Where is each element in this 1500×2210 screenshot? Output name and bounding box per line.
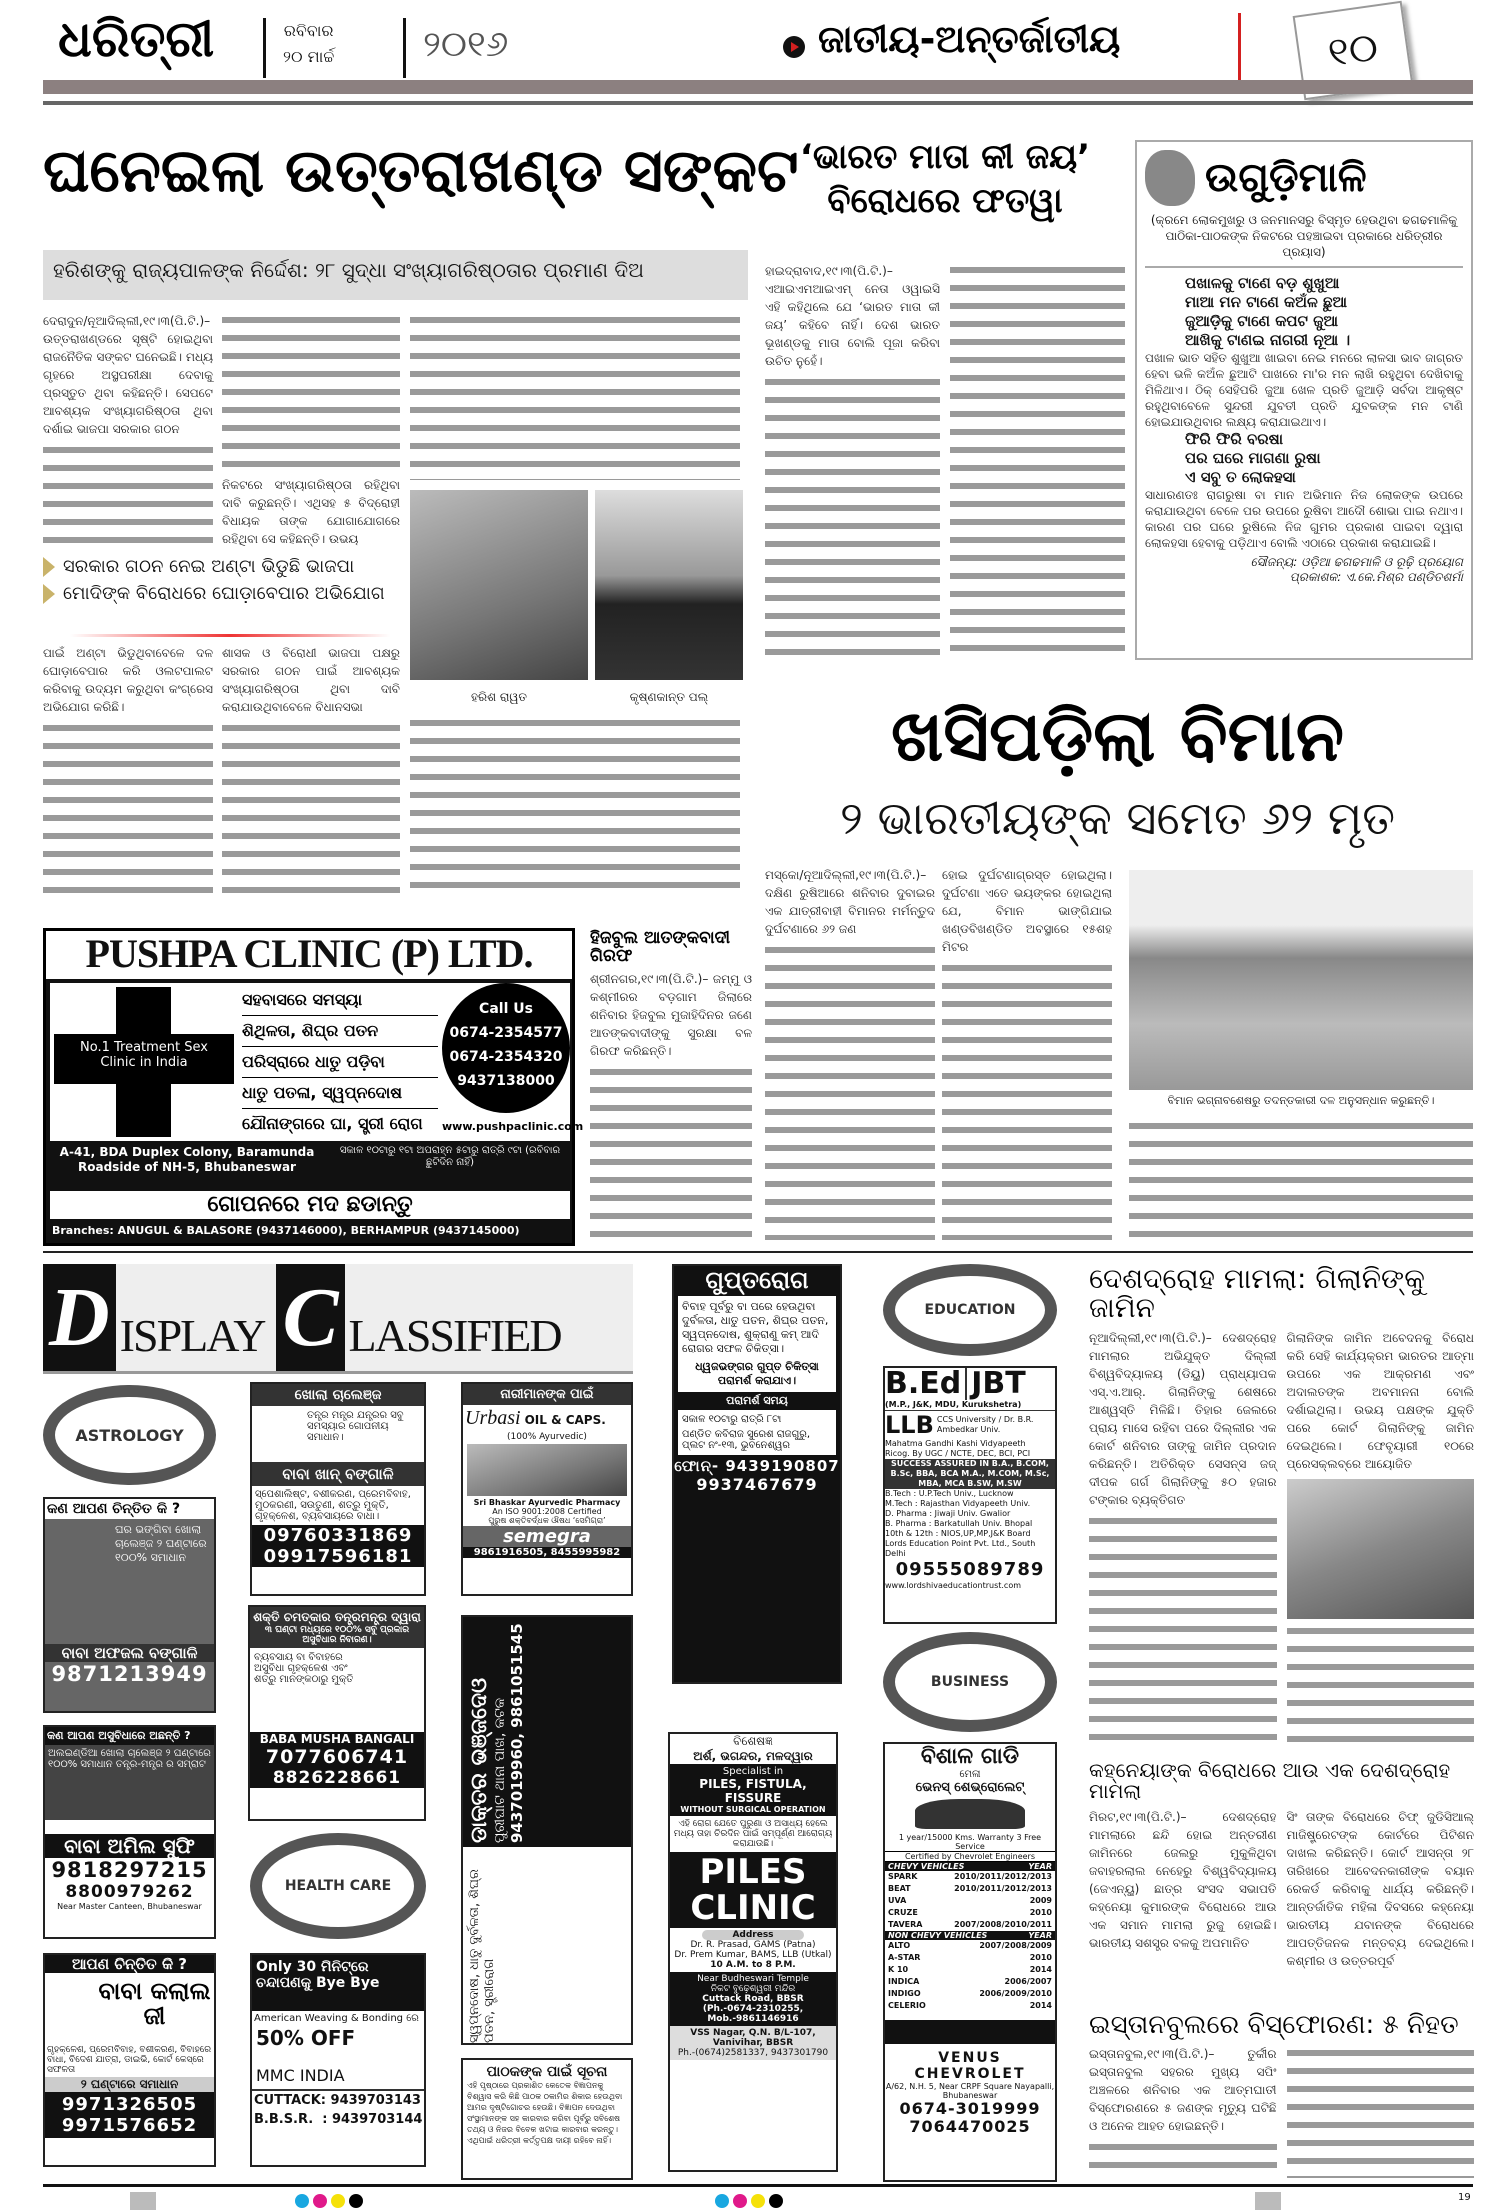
phone-number: Ph.-(0674)2581337, 9437301790 xyxy=(677,2048,829,2058)
photo-harish-rawat xyxy=(410,490,588,680)
vehicle-model: BEAT xyxy=(888,1884,911,1893)
sedition-body-col1 xyxy=(1089,1329,1277,1752)
ad-brand: MMC INDIA xyxy=(252,2050,424,2091)
ad-baba-musha-bangali xyxy=(248,1605,426,1821)
ad-name: ବାବା ଖାନ୍ ବଙ୍ଗାଳି xyxy=(252,1462,424,1486)
ugudumali-box xyxy=(1135,140,1473,660)
triangle-icon xyxy=(43,557,55,577)
lead-body-text: ନିକଟରେ ସଂଖ୍ୟାଗରିଷ୍ଠତା ରହିଥିବା ଦାବି କରୁଛନ୍ତି। ଏଥିସହ ୫ ବିଦ୍ରୋହୀ ବିଧାୟକ ତାଙ୍କ ଯୋଗାଯୋଗରେ ରହିଥିବା ସେ କହିଛନ୍ତି। ଉଭୟ xyxy=(222,478,400,546)
newspaper-logo: ଧରିତ୍ରୀ xyxy=(58,10,215,68)
phone-number: 9818297215 xyxy=(51,1858,208,1882)
istanbul-body xyxy=(1089,2045,1277,2178)
ad-name: ବାବା ଅମିଲ ସୁଫି xyxy=(45,1834,214,1858)
ad-subtitle: ମେଳା xyxy=(959,1769,981,1780)
brand-logo: semegra xyxy=(463,1526,631,1547)
chevrolet-logo-strip xyxy=(885,2020,1055,2044)
ad-photo xyxy=(467,1444,627,1496)
text-lines xyxy=(590,1064,752,1240)
vehicle-years: 2014 xyxy=(1029,2001,1052,2010)
ad-title xyxy=(250,1607,424,1648)
vehicle-years: 2014 xyxy=(1029,1965,1052,1974)
ad-text: ଗୃହକ୍ଳେଶ, ପ୍ରେମବିବାହ, ବଶୀକରଣ, ବିବାହରେ ବାଧା, ବିଦେଶ ଯାତ୍ରା, ଡାଇଭି, କୋର୍ଟ କେସ୍‌ରେ ସଫଳତା xyxy=(47,2045,212,2075)
kanhaiya-body-text: ସିଂ ତାଙ୍କ ବିରୋଧରେ ଚିଫ୍ ଜୁଡିସିଆଲ୍ ମାଜିଷ୍ଟ୍ରେଟଙ୍କ କୋର୍ଟରେ ପିଟିଶନ ଦାଖଲ କରିଛନ୍ତି। କୋର୍ଟ ଆସନ୍ତା ୨୮ ତାରିଖରେ ଆବେଦନକାରୀଙ୍କ ବୟାନ ରେକର୍ଡ କରିବାକୁ ଧାର୍ଯ୍ୟ କରିଛନ୍ତି। ଆନ୍ତର୍ଜାତିକ ମହିଳା ଦିବସରେ କହ୍ନେୟା ଭାରତୀୟ ଯବାନଙ୍କ ବିରୋଧରେ ଆପତ୍ତିଜନକ ମନ୍ତବ୍ୟ ଦେଇଥିଲେ। କଶ୍ମୀର ଓ ଉତ୍ତରପୂର୍ବ xyxy=(1286,1810,1474,1968)
verse-line: ଆଖିକୁ ଟାଣଇ ନାଗରୀ ନୂଆ । xyxy=(1185,331,1351,349)
business-logo xyxy=(883,1632,1057,1732)
ad-line: ସହବାସରେ ସମସ୍ୟା xyxy=(242,985,438,1016)
vehicle-row xyxy=(885,1919,1055,1931)
vehicle-row xyxy=(885,1895,1055,1907)
ad-text: ସ୍ୱପ୍ନଦୋଷ, ଧାତୁ ଦୁର୍ବଳତା, ଶିଘ୍ର ପତନ, ସ୍ତ୍ରୀରୋଗ xyxy=(467,1869,497,2043)
ad-subtitle: ୩ ଘଣ୍ଟା ମଧ୍ୟରେ ୧୦୦% ସବୁ ପ୍ରକାର ଅସୁବିଧାର ନିବାରଣ। xyxy=(264,1625,410,1645)
ad-text: (M.P., J&K, MDU, Kurukshetra) xyxy=(885,1400,1055,1411)
phone-number: 7077606741 xyxy=(265,1746,409,1768)
lead-body-col2 xyxy=(222,312,400,548)
vehicle-years: 2010 xyxy=(1029,1953,1052,1962)
banner-c: C xyxy=(276,1264,344,1371)
website[interactable]: www.lordshivaeducationtrust.com xyxy=(885,1581,1022,1590)
sedition-story xyxy=(1089,1264,1474,1752)
verse xyxy=(1145,274,1463,350)
kanhaiya-body-col2 xyxy=(1287,1808,1475,2006)
table-header: CHEVY VEHICLES xyxy=(888,1862,965,1871)
ad-baba-kalal-ji xyxy=(43,1953,216,2167)
clinic-branches: Branches: ANUGUL & BALASORE (9437146000), BERHAMPUR (9437145000) xyxy=(52,1224,520,1237)
lead-body-col1 xyxy=(43,312,213,548)
bullet-text: ମୋଦିଙ୍କ ବିରୋଧରେ ଘୋଡ଼ାବେପାର ଅଭିଯୋଗ xyxy=(63,583,385,604)
ad-time: ସକାଳ ୧୦ଟାରୁ ରାତ୍ରି ୮ଟା xyxy=(682,1414,782,1425)
fatwa-body-text: ହାଇଦ୍ରାବାଦ,୧୯।୩(ପି.ଟି.)– ଏଆଇଏମଆଇଏମ୍ ନେତା ଓୱାଇସି ଏହି କହିଥିଲେ ଯେ ‘ଭାରତ ମାତା କୀ ଜୟ’ କହିବେ ନାହିଁ। ଦେଶ ଭାରତ ଭୂଖଣ୍ଡକୁ ମାତା ବୋଲି ପୂଜା କରିବା ଉଚିତ ନୁହେଁ। xyxy=(765,264,940,368)
phone-number: 9971576652 xyxy=(61,2115,198,2136)
notice-title: ପାଠକଙ୍କ ପାଇଁ ସୂଚନା xyxy=(486,2064,608,2080)
bullet-point xyxy=(43,556,401,577)
call-us-label: Call Us xyxy=(479,1001,533,1017)
ad-text: Specialist in xyxy=(722,1766,784,1777)
notice-text: ଏହି ପୃଷ୍ଠାରେ ପ୍ରକାଶିତ କେତେକ ବିଜ୍ଞାପନକୁ ବିଶ୍ୱାସ କରି କିଛି ପାଠକ ଠକାମିର ଶିକାର ହେଉଥିବା ଆମର ଦୃଷ୍ଟିଗୋଚର ହେଉଛି। ବିଜ୍ଞାପନ ଦେଉଥିବା ସଂସ୍ଥାମାନଙ୍କ ସହ କାରବାର କରିବା ପୂର୍ବରୁ ସବିଶେଷ ତଥ୍ୟ ଓ ନିଜର ବିବେକ ଖଟାଇ କାରବାର କରନ୍ତୁ। ଏଥିପାଇଁ ଧରିତ୍ରୀ କର୍ତ୍ତୃପକ୍ଷ ଦାୟୀ ରହିବେ ନାହିଁ। xyxy=(467,2081,623,2145)
ad-title: ନାରୀମାନଙ୍କ ପାଇଁ xyxy=(463,1384,631,1405)
lead-body-col1b xyxy=(43,644,213,894)
fatwa-body xyxy=(765,262,940,660)
product-name: OIL & CAPS. xyxy=(524,1413,606,1427)
vehicle-years: 2009 xyxy=(1029,1896,1052,1905)
ad-line: ଯୌନାଙ୍ଗରେ ଘା, ସ୍ତ୍ରୀ ରୋଗ xyxy=(242,1114,423,1133)
cross-text: No.1 Treatment Sex Clinic in India xyxy=(54,1034,234,1084)
table-header: YEAR xyxy=(1028,1862,1052,1871)
issue-year: ୨୦୧୬ xyxy=(423,24,509,65)
phone-number: 9437138000 xyxy=(457,1073,555,1089)
text-lines xyxy=(410,715,740,895)
ad-text: Mahatma Gandhi Kashi Vidyapeeth xyxy=(885,1439,1026,1448)
photo-caption: କୃଷ୍ଣକାନ୍ତ ପଲ୍ xyxy=(629,690,709,704)
ad-line: ପରିସ୍ରାରେ ଧାତୁ ପଡ଼ିବା xyxy=(242,1047,438,1078)
explanation: ପଖାଳ ଭାତ ସହିତ ଶୁଖୁଆ ଖାଇବା ନେଇ ମନରେ ଲାଳସା ଭାବ ଜାଗ୍ରତ ହେବା ଭଳି କଅଁଳ ଛୁଆଟି ପାଖରେ ମା'ର ମନ ଲାଖି ରହୁଥିବା ଦେଖିବାକୁ ମିଳିଥାଏ। ଠିକ୍ ସେହିପରି ଜୁଆ ଖେଳ ପ୍ରତି ଜୁଆଡ଼ି ସର୍ବଦା ଆକୃଷ୍ଟ ରହୁଥିବାବେଳେ ସୁନ୍ଦରୀ ଯୁବତୀ ପ୍ରତି ଯୁବକଙ୍କ ମନ ଟାଣି ହୋଇଯାଉଥିବାର ଲକ୍ଷ୍ୟ କରାଯାଇଥାଏ। xyxy=(1145,351,1463,429)
ad-gupta-roga xyxy=(672,1264,842,1684)
crash-subhead: ୨ ଭାରତୀୟଙ୍କ ସମେତ ୬୨ ମୃତ xyxy=(839,791,1396,845)
address: Near Budheswari Temple xyxy=(697,1974,809,1984)
phone-number: B.B.S.R. : 9439703144 xyxy=(254,2112,423,2127)
red-rule xyxy=(70,634,390,637)
dealer-address: A/62, N.H. 5, Near CRPF Square Nayapalli, Bhubaneswar xyxy=(885,2082,1055,2100)
ad-text: 1 year/15000 Kms. Warranty 3 Free Service xyxy=(898,1833,1042,1851)
hizbul-headline: ହିଜବୁଲ ଆତଙ୍କବାଦୀ ଗିରଫ xyxy=(590,928,731,966)
masthead-rule xyxy=(43,101,1473,105)
lead-subhead xyxy=(43,250,748,300)
education-label: EDUCATION xyxy=(924,1302,1016,1318)
text-lines xyxy=(1287,1623,1475,1752)
text-lines xyxy=(1089,1513,1277,1752)
lead-body-col2b xyxy=(222,644,400,894)
ad-text: SUCCESS ASSURED IN B.A., B.COM, B.Sc, BBA, BCA M.A., M.COM, M.Sc, MBA, MCA B.SW, M.SW xyxy=(885,1459,1055,1489)
text-lines xyxy=(1089,2139,1277,2178)
ad-address: ପଣ୍ଡିତ କବିରାଜ ସୁରେଶ ରାଜଗୁରୁ, ପ୍ଲଟ ନଂ-୧୩, ଭୁବନେଶ୍ୱର xyxy=(682,1429,811,1451)
phone-number: 0674-2354320 xyxy=(449,1049,563,1065)
ad-title: କଣ ଆପଣ ଚିନ୍ତିତ କି ? xyxy=(45,1499,214,1519)
ad-subtitle: ପରାମର୍ଶ ସମୟ xyxy=(726,1394,788,1407)
crash-body-text: ହୋଇ ଦୁର୍ଘଟଣାଗ୍ରସ୍ତ ହୋଇଥିଲା। ଦୁର୍ଘଟଣା ଏତେ ଭୟଙ୍କର ହୋଇଥିଲା ଯେ, ବିମାନ ଭାଙ୍ଗିଯାଇ ଖଣ୍ଡବିଖଣ୍ଡିତ ଅବସ୍ଥାରେ ୧୫ଶହ ମିଟର xyxy=(942,868,1112,954)
education-logo xyxy=(883,1264,1057,1356)
text-lines xyxy=(950,262,1125,660)
verse xyxy=(1145,430,1463,487)
divider xyxy=(263,18,266,78)
ugudumali-title: ଉଗୁଡ଼ିମାଳି xyxy=(1205,155,1367,201)
ad-line: ଧାତୁ ପତଳା, ସ୍ୱପ୍ନଦୋଷ xyxy=(242,1078,438,1109)
istanbul-body-text: ଇସ୍ତାନବୁଲ,୧୯।୩(ପି.ଟି.)– ତୁର୍କୀର ଇସ୍ତାନବୁଲ ସହରର ମୁଖ୍ୟ ସପିଂ ଅଞ୍ଚଳରେ ଶନିବାର ଏକ ଆତ୍ମଘାତୀ ବିସ୍ଫୋରଣରେ ୫ ଜଣଙ୍କ ମୃତ୍ୟୁ ଘଟିଛି ଓ ଅନେକ ଆହତ ହୋଇଛନ୍ତି। xyxy=(1089,2047,1277,2134)
hizbul-story xyxy=(590,930,752,1240)
ad-venus-chevrolet xyxy=(883,1742,1057,2182)
ad-subtitle: ଭେନସ୍ ଶେଭ୍ରୋଲେଟ୍ xyxy=(915,1780,1025,1795)
website[interactable]: www.pushpaclinic.com xyxy=(442,1120,584,1133)
text-lines xyxy=(765,942,935,1240)
vehicle-model: SPARK xyxy=(888,1872,918,1881)
fatwa-headline-line: ବିରୋଧରେ ଫତୱା xyxy=(827,180,1063,221)
table-header: YEAR xyxy=(1028,1931,1052,1940)
health-care-logo xyxy=(250,1833,426,1939)
ad-maker: Sri Bhaskar Ayurvedic Pharmacy xyxy=(473,1498,621,1507)
ad-piles-clinic xyxy=(668,1732,838,2172)
lead-bullets xyxy=(43,556,401,604)
vehicle-model: TAVERA xyxy=(888,1920,923,1929)
ad-text: Certified by Chevrolet Engineers xyxy=(885,1851,1055,1862)
ad-title: ଖୋଲା ଚାଲେଞ୍ଜ xyxy=(252,1384,424,1406)
ad-line: ଶିଥିଳତା, ଶିଘ୍ର ପତନ xyxy=(242,1016,438,1047)
registration-mark xyxy=(1255,2192,1281,2210)
triangle-icon xyxy=(43,584,55,604)
ad-address: ପୁରୀଘାଟ ଥାନା ପାଖ, କଟକ xyxy=(492,1697,508,1843)
ad-title: Only 30 ମିନିଟ୍‌ରେ ଚନ୍ଦାପଣକୁ Bye Bye xyxy=(252,1955,424,2011)
publisher: ପ୍ରକାଶକ: ଏ.କେ.ମିଶ୍ର ପଣ୍ଡିତଶର୍ମା xyxy=(1289,570,1463,584)
ad-subtitle: ଅର୍ଶ, ଭଗନ୍ଦର, ମଳଦ୍ୱାର xyxy=(693,1749,813,1763)
lead-body-text: ଦେରାଦୁନ/ନୂଆଦିଲ୍ଲୀ,୧୯।୩(ପି.ଟି.)– ଉତ୍ତରାଖଣ୍ଡରେ ସୃଷ୍ଟି ହୋଇଥିବା ରାଜନୈତିକ ସଙ୍କଟ ଘନେଇଛି। ମଧ୍ୟ ଗୃହରେ ଅସ୍ଥପରୀକ୍ଷା ଦେବାକୁ ପ୍ରସ୍ତୁତ ଥିବା କହିଛନ୍ତି। ସେପଟେ ଆବଶ୍ୟକ ସଂଖ୍ୟାଗରିଷ୍ଠତା ଥିବା ଦର୍ଶାଇ ଭାଜପା ସରକାର ଗଠନ xyxy=(43,314,213,436)
phone-number: 8800979262 xyxy=(65,1882,194,1902)
clinic-name: PILES xyxy=(699,1852,807,1892)
verse-line: ପର ଘରେ ମାଗଣା ରୁଷା xyxy=(1185,449,1321,467)
vehicle-model: CRUZE xyxy=(888,1908,918,1917)
registration-mark xyxy=(130,2192,156,2210)
vehicle-model: K 10 xyxy=(888,1965,909,1974)
istanbul-story xyxy=(1089,2012,1474,2178)
phone-number: 09917596181 xyxy=(263,1546,413,1567)
section-title: ଜାତୀୟ-ଅନ୍ତର୍ଜାତୀୟ xyxy=(818,17,1121,61)
ad-baba-khan-bangali xyxy=(250,1382,426,1596)
fatwa-headline xyxy=(760,137,1130,221)
ad-text: WITHOUT SURGICAL OPERATION xyxy=(680,1805,826,1814)
health-care-label: HEALTH CARE xyxy=(284,1878,392,1894)
ad-vertical-doctor xyxy=(461,1615,633,2045)
ad-text: ଏହି ରୋଗ ଯେତେ ପୁରୁଣା ଓ ଅସାଧ୍ୟ ହେଲେ ମଧ୍ୟ ତାହା ଚିରଦିନ ପାଇଁ ସମ୍ପୂର୍ଣ୍ଣ ଆରୋଗ୍ୟ କରାଯାଉଛି। xyxy=(673,1819,833,1849)
vehicle-model: UVA xyxy=(888,1896,907,1905)
ad-text: ଅଲଇଣ୍ଡିଆ ଖୋଲା ଚାଲେଞ୍ଜ ୨ ଘଣ୍ଟାରେ ୧୦୦% ସମାଧାନ ତନ୍ତ୍ର-ମନ୍ତ୍ର ର ସମ୍ରାଟ xyxy=(45,1745,214,1820)
ad-baba-afjal xyxy=(43,1497,216,1713)
vehicle-model: INDIGO xyxy=(888,1989,921,1998)
vehicle-row xyxy=(885,2000,1055,2012)
address: VSS Nagar, Q.N. B/L-107, Vanivihar, BBSR xyxy=(690,2028,816,2048)
verse-line: ମାଆ ମନ ଟାଣେ କଅଁଳ ଛୁଆ xyxy=(1185,293,1348,311)
phone-number: ଫୋନ୍- 9439190807 xyxy=(674,1457,840,1475)
bottom-rule xyxy=(43,2184,1473,2187)
folio-page-number: 19 xyxy=(1458,2192,1471,2203)
clinic-name: PUSHPA CLINIC (P) LTD. xyxy=(85,931,533,976)
crash-body-col1 xyxy=(765,866,935,1240)
ad-row: D. Pharma : Jiwaji Univ. Gwalior xyxy=(885,1509,1011,1518)
color-registration-dots xyxy=(715,2194,783,2208)
vehicle-years: 2007/2008/2010/2011 xyxy=(954,1920,1052,1929)
address: Cuttack Road, BBSR xyxy=(702,1994,804,2004)
vehicle-row xyxy=(885,1883,1055,1895)
doctor-name: Dr. R. Prasad, GAMS (Patna) xyxy=(690,1940,816,1950)
clinic-hours: 10 A.M. to 8 P.M. xyxy=(710,1960,796,1970)
reader-notice xyxy=(461,2058,633,2180)
text-lines xyxy=(765,374,940,660)
masthead-bar xyxy=(43,80,1473,94)
address-label: Address xyxy=(702,1930,804,1940)
ad-text: PILES, FISTULA, FISSURE xyxy=(699,1777,807,1805)
ad-baba-anil-sufi xyxy=(43,1725,216,1939)
vehicle-model: CELERIO xyxy=(888,2001,926,2010)
vehicle-years: 2010/2011/2012/2013 xyxy=(954,1872,1052,1881)
two-faces-icon xyxy=(1145,150,1195,206)
text-lines xyxy=(1287,2045,1475,2178)
ad-text: ବିବାହ ପୂର୍ବରୁ ବା ପରେ ହେଉଥିବା ଦୁର୍ବଳତା, ଧାତୁ ପତନ, ଶିଘ୍ର ପତନ, ସ୍ୱପ୍ନଦୋଷ, ଶୁକ୍ରାଣୁ କମ୍ ଆଦି ରୋଗର ସଫଳ ଚିକିତ୍ସା। xyxy=(682,1300,829,1355)
divider xyxy=(1238,13,1241,83)
sedition-headline: ଦେଶଦ୍ରୋହ ମାମଲା: ଗିଲାନିଙ୍କୁ ଜାମିନ xyxy=(1089,1262,1425,1325)
vehicle-row xyxy=(885,1952,1055,1964)
text-lines xyxy=(222,312,400,472)
ad-row: B. Pharma : Barkatullah Univ. Bhopal xyxy=(885,1519,1033,1528)
section-rule xyxy=(43,1251,1473,1253)
vehicle-row xyxy=(885,1964,1055,1976)
ad-text: American Weaving & Bonding ରେ xyxy=(254,2013,419,2024)
phone-number: 9437019960, 9861051545 xyxy=(508,1623,526,1843)
color-registration-dots xyxy=(295,2194,363,2208)
course-title: JBT xyxy=(971,1366,1026,1401)
ad-row: M.Tech : Rajasthan Vidyapeeth Univ. xyxy=(885,1499,1031,1508)
verse-line: ପଖାଳକୁ ଟାଣେ ବଡ଼ ଶୁଖୁଆ xyxy=(1185,274,1340,292)
phone-number: (Ph.-0674-2310255, Mob.-9861146916 xyxy=(702,2004,804,2024)
ad-name: BABA MUSHA BANGALI xyxy=(259,1732,415,1746)
table-header: NON CHEVY VEHICLES xyxy=(888,1931,988,1940)
ad-iso: An ISO 9001:2008 Certified xyxy=(492,1507,602,1516)
phone-number: 0674-2354577 xyxy=(449,1025,563,1041)
vehicle-years: 2010 xyxy=(1029,1908,1052,1917)
phone-number: 09760331869 xyxy=(263,1525,413,1546)
dealer-name: VENUS CHEVROLET xyxy=(914,2050,1026,2082)
phone-number: CUTTACK: 9439703143 xyxy=(254,2093,421,2108)
sedition-body-col2 xyxy=(1287,1329,1475,1752)
phone-number: 09555089789 xyxy=(895,1559,1045,1580)
lead-headline: ଘନେଇଲା ଉତ୍ତରାଖଣ୍ଡ ସଙ୍କଟ xyxy=(43,136,799,206)
istanbul-headline: ଇସ୍ତାନବୁଲରେ ବିସ୍ଫୋରଣ: ୫ ନିହତ xyxy=(1089,2010,1459,2040)
bullet-icon xyxy=(783,36,805,58)
clinic-slogan: ଗୋପନରେ ମଦ ଛଡାନ୍ତୁ xyxy=(50,1191,570,1219)
ad-address: Near Master Canteen, Bhubaneswar xyxy=(57,1902,202,1911)
kanhaiya-headline: କହ୍ନେୟାଙ୍କ ବିରୋଧରେ ଆଉ ଏକ ଦେଶଦ୍ରୋହ ମାମଲା xyxy=(1089,1758,1451,1803)
lead-subhead-text: ହରିଶଙ୍କୁ ରାଜ୍ୟପାଳଙ୍କ ନିର୍ଦ୍ଦେଶ: ୨୮ ସୁଦ୍ଧା ସଂଖ୍ୟାଗରିଷ୍ଠତାର ପ୍ରମାଣ ଦିଅ xyxy=(53,258,644,282)
astrology-logo xyxy=(43,1385,216,1485)
clinic-address: A-41, BDA Duplex Colony, Baramunda Roadside of NH-5, Bhubaneswar xyxy=(59,1145,315,1174)
issue-day: ରବିବାର xyxy=(283,21,334,40)
ad-title-text: ଶକ୍ତି ଚମତ୍କାର ତନ୍ତ୍ରମନ୍ତ୍ର ଦ୍ୱାରା xyxy=(253,1610,421,1624)
masthead xyxy=(43,8,1473,88)
banner-classified: LASSIFIED xyxy=(348,1310,561,1361)
ad-tag: ୨ ଘଣ୍ଟାରେ ସମାଧାନ xyxy=(45,2077,214,2092)
vehicle-row xyxy=(885,1907,1055,1919)
ad-text: ଧ୍ୱଜଭଙ୍ଗର ଗୁପ୍ତ ଚିକିତ୍ସା ପରାମର୍ଶ କରାଯାଏ। xyxy=(695,1360,819,1387)
course-title: LLB xyxy=(885,1411,934,1439)
crash-body-text: ମସ୍କୋ/ନୂଆଦିଲ୍ଲୀ,୧୯।୩(ପି.ଟି.)– ଦକ୍ଷିଣ ରୁଷିଆରେ ଶନିବାର ଦୁବାଇର ଏକ ଯାତ୍ରୀବାହୀ ବିମାନର ମର୍ମନ୍ତୁଦ ଦୁର୍ଘଟଣାରେ ୬୨ ଜଣ xyxy=(765,868,935,936)
banner-d: D xyxy=(43,1264,116,1371)
crash-headline: ଖସିପଡ଼ିଲା ବିମାନ xyxy=(890,695,1345,777)
text-lines xyxy=(43,720,213,894)
banner-display: ISPLAY xyxy=(119,1310,265,1361)
ad-title: ଗୁପ୍ତରୋଗ xyxy=(705,1266,809,1294)
clinic-name: CLINIC xyxy=(690,1888,816,1928)
vehicle-row xyxy=(885,1988,1055,2000)
crash-body-col2 xyxy=(942,866,1112,1240)
sedition-body-text: ନୂଆଦିଲ୍ଲୀ,୧୯।୩(ପି.ଟି.)– ଦେଶଦ୍ରୋହ ମାମଲାର ଅଭିଯୁକ୍ତ ଦିଲ୍ଲୀ ବିଶ୍ୱବିଦ୍ୟାଳୟ (ଡିୟୁ) ପ୍ରାଧ୍ୟାପକ ଏସ୍.ଏ.ଆର୍. ଗିଲାନିଙ୍କୁ ଶେଷରେ ଆଶ୍ୱସ୍ତି ମିଳିଛି। ତିହାର ଜେଲରେ ପ୍ରାୟ ମାସେ ରହିବା ପରେ ଦିଲ୍ଲୀର ଏକ କୋର୍ଟ ଶନିବାର ତାଙ୍କୁ ଜାମିନ ପ୍ରଦାନ କରିଛନ୍ତି। ଅତିରିକ୍ତ ସେସନ୍ସ ଜଜ୍ ଦୀପକ ଗର୍ଗ ଗିଲାନିଙ୍କୁ ୫୦ ହଜାର ଟଙ୍କାର ବ୍ୟକ୍ତିଗତ xyxy=(1089,1330,1277,1507)
ad-text: CCS University / Dr. B.R. Ambedkar Univ. xyxy=(936,1415,1034,1434)
text-lines xyxy=(942,960,1112,1240)
ad-name: ଡାକ୍ତର ଭଞ୍ଜଦେଓ xyxy=(467,1677,492,1843)
photo-gilani xyxy=(1287,1479,1475,1619)
clinic-timing: ସକାଳ ୧୦ଟାରୁ ୧ଟା ଅପରାହ୍ନ ୫ଟାରୁ ରାତ୍ରି ୯ଟା (ରବିବାର ଛୁଟିଦିନ ନାହିଁ) xyxy=(339,1145,561,1168)
ad-offer: 50% OFF xyxy=(256,2026,356,2050)
ad-title: ବିଶେଷଜ୍ଞ xyxy=(733,1734,773,1748)
issue-date xyxy=(283,18,334,70)
ad-row: B.Tech : U.P.Tech Univ., Lucknow xyxy=(885,1489,1014,1498)
ugudumali-intro: (କ୍ରମେ ଲୋକମୁଖରୁ ଓ ଜନମାନସରୁ ବିସ୍ମୃତ ହେଉଥିବା ଢଗଢମାଳିକୁ ପାଠିକା-ପାଠକଙ୍କ ନିକଟରେ ପହଞ୍ଚାଇବା ପ୍ରକାରେ ଧରିତ୍ରୀର ପ୍ରୟାସ) xyxy=(1145,212,1463,268)
kanhaiya-body-col1 xyxy=(1089,1808,1277,2006)
vehicle-row xyxy=(885,1940,1055,1952)
ad-name: ବାବା ଅଫଜଲ ବଙ୍ଗାଳି xyxy=(45,1644,214,1662)
text-lines xyxy=(1129,1118,1473,1240)
text-lines xyxy=(410,312,740,480)
phone-number: 9971326505 xyxy=(61,2094,198,2115)
vehicle-model: INDICA xyxy=(888,1977,920,1986)
photo-caption: ବିମାନ ଭଗ୍ନାବଶେଷରୁ ତଦନ୍ତକାରୀ ଦଳ ଅନୁସନ୍ଧାନ କରୁଛନ୍ତି। xyxy=(1167,1094,1435,1107)
vehicle-model: A-STAR xyxy=(888,1953,921,1962)
kanhaiya-story xyxy=(1089,1760,1474,2006)
vehicle-years: 2007/2008/2009 xyxy=(979,1941,1052,1950)
vehicle-row xyxy=(885,1976,1055,1988)
photo-caption: ହରିଶ ରାୱତ xyxy=(471,690,527,704)
astrology-label: ASTROLOGY xyxy=(75,1425,184,1445)
phone-number: 8826228661 xyxy=(272,1768,402,1788)
ad-tag: (100% Ayurvedic) xyxy=(507,1432,587,1442)
car-icon xyxy=(915,1799,1025,1829)
phone-number: 9937467679 xyxy=(696,1475,818,1494)
ad-text: ଘର ଭଙ୍ଗିବା ଖୋଲା ଚାଲେଞ୍ଜ ୨ ଘଣ୍ଟାରେ ୧୦୦% ସମାଧାନ xyxy=(115,1523,207,1564)
ad-title: ଆପଣ ଚିନ୍ତିତ କି ? xyxy=(45,1955,214,1973)
bullet-point xyxy=(43,583,401,604)
ad-text: ତନ୍ତ୍ର ମନ୍ତ୍ର ଯନ୍ତ୍ରର ସବୁ ସମସ୍ୟାର ଗୋପନୀୟ ସମାଧାନ। xyxy=(307,1410,404,1443)
lead-body-text: ଶାସକ ଓ ବିରୋଧୀ ଭାଜପା ପକ୍ଷରୁ ସରକାର ଗଠନ ପାଇଁ ଆବଶ୍ୟକ ସଂଖ୍ୟାଗରିଷ୍ଠତା ଥିବା ଦାବି କରାଯାଉଥିବାବେଳେ ବିଧାନସଭା xyxy=(222,646,400,714)
crash-photo xyxy=(1129,870,1473,1090)
doctor-name: Dr. Prem Kumar, BAMS, LLB (Utkal) xyxy=(674,1950,832,1960)
pushpa-clinic-ad xyxy=(43,928,584,1246)
ad-row: Lords Education Point Pvt. Ltd., South Delhi xyxy=(885,1539,1036,1558)
credit: ସୌଜନ୍ୟ: ଓଡ଼ିଆ ଢଗଢମାଳି ଓ ରୂଢ଼ି ପ୍ରୟୋଗ xyxy=(1250,555,1463,569)
vehicle-model: ALTO xyxy=(888,1941,911,1950)
course-title: B.Ed xyxy=(885,1366,962,1401)
ad-name: ବାବା କଲାଲ ଜୀ xyxy=(98,1977,211,2031)
ad-title: ବିଶାଳ ଗାଡି xyxy=(920,1744,1020,1769)
verse-line: ଏ ସବୁ ତ ଲୋକହସା xyxy=(1185,468,1296,486)
phone-number: 0674-3019999 xyxy=(899,2099,1041,2118)
vehicle-years: 2006/2009/2010 xyxy=(979,1989,1052,1998)
verse-line: ଜୁଆଡ଼ିକୁ ଟାଣେ କପଟ ଜୁଆ xyxy=(1185,312,1339,330)
page-number: ୧୦ xyxy=(1325,23,1381,77)
brand-logo: Urbasi xyxy=(465,1407,521,1429)
ad-text: Ricog. By UGC / NCTE, DEC, BCI, PCI xyxy=(885,1449,1031,1458)
call-us-badge xyxy=(442,983,570,1113)
address: ନିକଟ ବୁଢ଼େଶ୍ୱରୀ ମନ୍ଦିର xyxy=(710,1984,796,1994)
lead-body-text: ପାଇଁ ଅଣ୍ଟା ଭିଡୁଥିବାବେଳେ ଦଳ ଘୋଡ଼ାବେପାର କରି ଓଲଟପାଲଟ କରିବାକୁ ଉଦ୍ୟମ କରୁଥିବା କଂଗ୍ରେସ ଅଭିଯୋଗ କରିଛି। xyxy=(43,646,213,714)
hizbul-body-text: ଶ୍ରୀନଗର,୧୯।୩(ପି.ଟି.)– ଜମ୍ମୁ ଓ କଶ୍ମୀରର ବଡ଼ଗାମ ଜିଲାରେ ଶନିବାର ହିଜବୁଲ ମୁଜାହିଦିନର ଜଣେ ଆତଙ୍କବାଦୀଙ୍କୁ ସୁରକ୍ଷା ବଳ ଗିରଫ କରିଛନ୍ତି। xyxy=(590,971,752,1058)
ad-text: ବ୍ୟବସାୟ ବା ବିବାହରେ ଅସୁବିଧା ଗୃହକ୍ଳେଶ ଏବଂ ଶତ୍ରୁ ମାନଙ୍କଠାରୁ ମୁକ୍ତି xyxy=(254,1652,354,1685)
phone-number: 9871213949 xyxy=(51,1662,208,1686)
ad-text: ପୁରୁଷ ଶକ୍ତିବର୍ଦ୍ଧକ ଔଷଧ ‘ସେମିଗ୍ରା’ xyxy=(488,1516,606,1525)
ad-row: 10th & 12th : NIOS,UP,MP,J&K Board xyxy=(885,1529,1031,1538)
kanhaiya-body-text: ମିରଟ,୧୯।୩(ପି.ଟି.)– ଦେଶଦ୍ରୋହ ମାମଲାରେ ଛନ୍ଦି ହୋଇ ଅନ୍ତରୀଣ ଜାମିନରେ ଜେଲରୁ ମୁକୁଳିଥିବା ଜବାହରଲାଲ ନେହେରୁ ବିଶ୍ୱବିଦ୍ୟାଳୟ (ଜେଏନ୍‌ୟୁ) ଛାତ୍ର ସଂସଦ ସଭାପତି କହ୍ନେୟା କୁମାରଙ୍କ ବିରୋଧରେ ଆଉ ଏକ ସମାନ ମାମଲା ରୁଜୁ ହୋଇଛି। ଭାରତୀୟ ସଶସ୍ତ୍ର ବଳକୁ ଅପମାନିତ xyxy=(1089,1810,1277,1950)
text-lines xyxy=(222,720,400,894)
phone-number: 7064470025 xyxy=(909,2117,1031,2136)
text-lines xyxy=(43,442,213,548)
bullet-text: ସରକାର ଗଠନ ନେଇ ଅଣ୍ଟା ଭିଡୁଛି ଭାଜପା xyxy=(63,556,355,577)
business-label: BUSINESS xyxy=(930,1674,1010,1690)
photo-krishna-kant-paul xyxy=(595,490,743,680)
ad-title: କଣ ଆପଣ ଅସୁବିଧାରେ ଅଛନ୍ତି ? xyxy=(45,1727,214,1745)
verse-line: ଫିରି ଫିରି ବରଷା xyxy=(1185,430,1284,448)
divider xyxy=(403,18,406,78)
ad-text: ସ୍ପେଶାଲିଷ୍ଟ, ବଶୀକରଣ, ପ୍ରେମବିବାହ, ମୁଠକରଣୀ, ସଉତୁଣୀ, ଶତ୍ରୁ ମୁକ୍ତି, ଗୃହକ୍ଳେଶ, ବ୍ୟବସାୟରେ ବାଧା। xyxy=(255,1489,411,1522)
vehicle-years: 2006/2007 xyxy=(1004,1977,1052,1986)
vehicle-row xyxy=(885,1871,1055,1883)
explanation: ସାଧାରଣତଃ ରାଗରୁଷା ବା ମାନ ଅଭିମାନ ନିଜ ଲୋକଙ୍କ ଉପରେ କରାଯାଉଥିବା ବେଳେ ପର ଉପରେ ରୁଷିବା ଆଦୌ ଶୋଭା ପାଇ ନଥାଏ। କାରଣ ପର ଘରେ ରୁଷିଲେ ନିଜ ଗୁମର ପ୍ରକାଶ ପାଇବା ଦ୍ୱାରା ଲୋକହସା ହେବାକୁ ପଡ଼ିଥାଏ ବୋଲି ଏଠାରେ ପ୍ରକାଶ କରାଯାଇଛି। xyxy=(1145,488,1463,550)
ad-bed-jbt xyxy=(883,1366,1057,1624)
phone-number: 9861916505, 8455995982 xyxy=(463,1547,631,1558)
display-classified-banner xyxy=(43,1264,633,1374)
fatwa-headline-line: ‘ଭାରତ ମାତା କୀ ଜୟ’ xyxy=(799,137,1091,177)
ad-mmc-india xyxy=(250,1953,426,2167)
sedition-body-text: ଗିଲାନିଙ୍କ ଜାମିନ ଅବେଦନକୁ ବିରୋଧ କରି ସେହି କାର୍ଯ୍ୟକ୍ରମ ଭାରତର ଆତ୍ମା ଉପରେ ଏକ ଆକ୍ରମଣ ଏବଂ ଅଦାଲତଙ୍କ ଅବମାନନା ବୋଲି ଦର୍ଶାଇଥିଲା। ଉଭୟ ପକ୍ଷଙ୍କ ଯୁକ୍ତି ପରେ କୋର୍ଟ ଗିଲାନିଙ୍କୁ ଜାମିନ ଦେଇଥିଲେ। ଫେବୃୟାରୀ ୧୦ରେ ପ୍ରେସକ୍ଲବ୍‌ରେ ଆୟୋଜିତ xyxy=(1286,1330,1474,1471)
issue-date-text: ୨୦ ମାର୍ଚ୍ଚ xyxy=(283,47,335,66)
vehicle-years: 2010/2011/2012/2013 xyxy=(954,1884,1052,1893)
ad-urbasi xyxy=(461,1382,633,1596)
